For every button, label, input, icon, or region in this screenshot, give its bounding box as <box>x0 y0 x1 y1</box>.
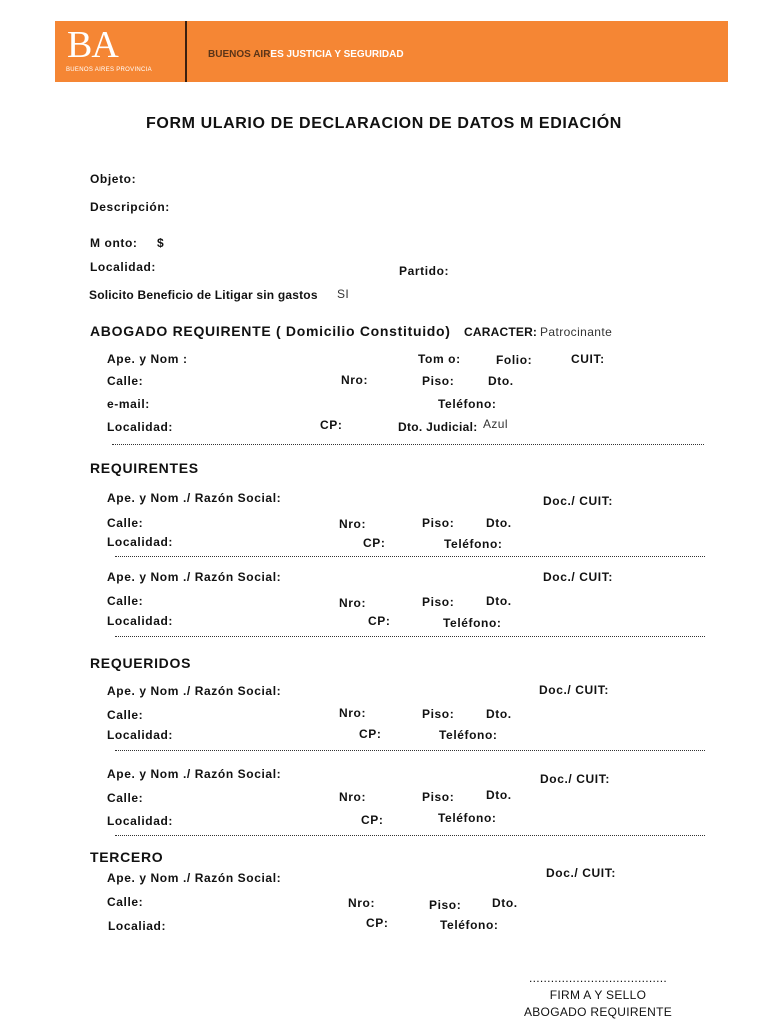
abogado-dto-label: Dto. <box>488 374 514 388</box>
requeridos-heading: REQUERIDOS <box>90 655 192 671</box>
separator-line <box>115 750 705 751</box>
doc-cuit-label: Doc./ CUIT: <box>540 772 610 786</box>
abogado-nro-label: Nro: <box>341 373 369 387</box>
header-banner <box>55 21 728 82</box>
ba-logo: BA <box>67 24 118 66</box>
abogado-heading: ABOGADO REQUIRENTE ( Domicilio Constituido) <box>90 323 451 339</box>
localiad-label: Localiad: <box>108 919 167 933</box>
calle-label: Calle: <box>107 791 144 805</box>
abogado-localidad-label: Localidad: <box>107 420 174 434</box>
doc-cuit-label: Doc./ CUIT: <box>543 570 613 584</box>
objeto-label: Objeto: <box>90 172 137 186</box>
localidad-label: Localidad: <box>107 614 174 628</box>
calle-label: Calle: <box>107 594 144 608</box>
separator-line <box>112 444 704 445</box>
signature-line2: ABOGADO REQUIRENTE <box>523 1005 673 1019</box>
signature-dots: ...................................... <box>528 971 668 985</box>
telefono-label: Teléfono: <box>439 728 498 742</box>
localidad-label: Localidad: <box>107 728 174 742</box>
calle-label: Calle: <box>107 516 144 530</box>
cp-label: CP: <box>361 813 384 827</box>
telefono-label: Teléfono: <box>444 537 503 551</box>
doc-cuit-label: Doc./ CUIT: <box>546 866 616 880</box>
partido-label: Partido: <box>399 264 450 278</box>
banner-tagline <box>208 49 404 60</box>
separator-line <box>115 835 705 836</box>
telefono-label: Teléfono: <box>438 811 497 825</box>
abogado-ape-nom-label: Ape. y Nom : <box>107 352 188 366</box>
abogado-telefono-label: Teléfono: <box>438 397 497 411</box>
localidad-label: Localidad: <box>90 260 157 274</box>
folio-label: Folio: <box>496 353 533 367</box>
abogado-calle-label: Calle: <box>107 374 144 388</box>
caracter-value: Patrocinante <box>540 325 613 339</box>
beneficio-value: SI <box>337 287 350 301</box>
beneficio-label: Solicito Beneficio de Litigar sin gastos <box>89 288 318 302</box>
separator-line <box>115 636 705 637</box>
ape-razon-label: Ape. y Nom ./ Razón Social: <box>107 871 282 885</box>
tercero-heading: TERCERO <box>90 849 164 865</box>
separator-line <box>115 556 705 557</box>
abogado-cuit-label: CUIT: <box>571 352 605 366</box>
piso-label: Piso: <box>429 898 462 912</box>
localidad-label: Localidad: <box>107 535 174 549</box>
calle-label: Calle: <box>107 895 144 909</box>
calle-label: Calle: <box>107 708 144 722</box>
nro-label: Nro: <box>339 706 367 720</box>
cp-label: CP: <box>366 916 389 930</box>
nro-label: Nro: <box>339 790 367 804</box>
ape-razon-label: Ape. y Nom ./ Razón Social: <box>107 570 282 584</box>
logo-subtitle: BUENOS AIRES PROVINCIA <box>66 67 152 73</box>
signature-line1: FIRM A Y SELLO <box>549 988 647 1002</box>
nro-label: Nro: <box>339 517 367 531</box>
abogado-piso-label: Piso: <box>422 374 455 388</box>
banner-divider <box>185 21 187 82</box>
dto-label: Dto. <box>486 707 512 721</box>
dto-label: Dto. <box>486 788 512 802</box>
form-title: FORM ULARIO DE DECLARACION DE DATOS M EDIACIÓN <box>146 115 622 132</box>
dto-label: Dto. <box>486 594 512 608</box>
nro-label: Nro: <box>339 596 367 610</box>
telefono-label: Teléfono: <box>440 918 499 932</box>
doc-cuit-label: Doc./ CUIT: <box>543 494 613 508</box>
nro-label: Nro: <box>348 896 376 910</box>
ape-razon-label: Ape. y Nom ./ Razón Social: <box>107 491 282 505</box>
ape-razon-label: Ape. y Nom ./ Razón Social: <box>107 767 282 781</box>
descripcion-label: Descripción: <box>90 200 170 214</box>
requirentes-heading: REQUIRENTES <box>90 460 199 476</box>
caracter-label: CARACTER: <box>464 325 538 339</box>
piso-label: Piso: <box>422 707 455 721</box>
monto-label: M onto: <box>90 236 138 250</box>
monto-symbol: $ <box>157 236 165 250</box>
doc-cuit-label: Doc./ CUIT: <box>539 683 609 697</box>
tagline-light: ES JUSTICIA Y SEGURIDAD <box>270 49 404 60</box>
tomo-label: Tom o: <box>418 352 461 366</box>
piso-label: Piso: <box>422 595 455 609</box>
dto-judicial-value: Azul <box>483 417 508 431</box>
ape-razon-label: Ape. y Nom ./ Razón Social: <box>107 684 282 698</box>
abogado-cp-label: CP: <box>320 418 343 432</box>
cp-label: CP: <box>368 614 391 628</box>
tagline-dark: BUENOS AIR <box>208 49 271 60</box>
telefono-label: Teléfono: <box>443 616 502 630</box>
piso-label: Piso: <box>422 516 455 530</box>
cp-label: CP: <box>359 727 382 741</box>
piso-label: Piso: <box>422 790 455 804</box>
email-label: e-mail: <box>107 397 150 411</box>
dto-label: Dto. <box>492 896 518 910</box>
localidad-label: Localidad: <box>107 814 174 828</box>
dto-judicial-label: Dto. Judicial: <box>398 420 478 434</box>
dto-label: Dto. <box>486 516 512 530</box>
cp-label: CP: <box>363 536 386 550</box>
